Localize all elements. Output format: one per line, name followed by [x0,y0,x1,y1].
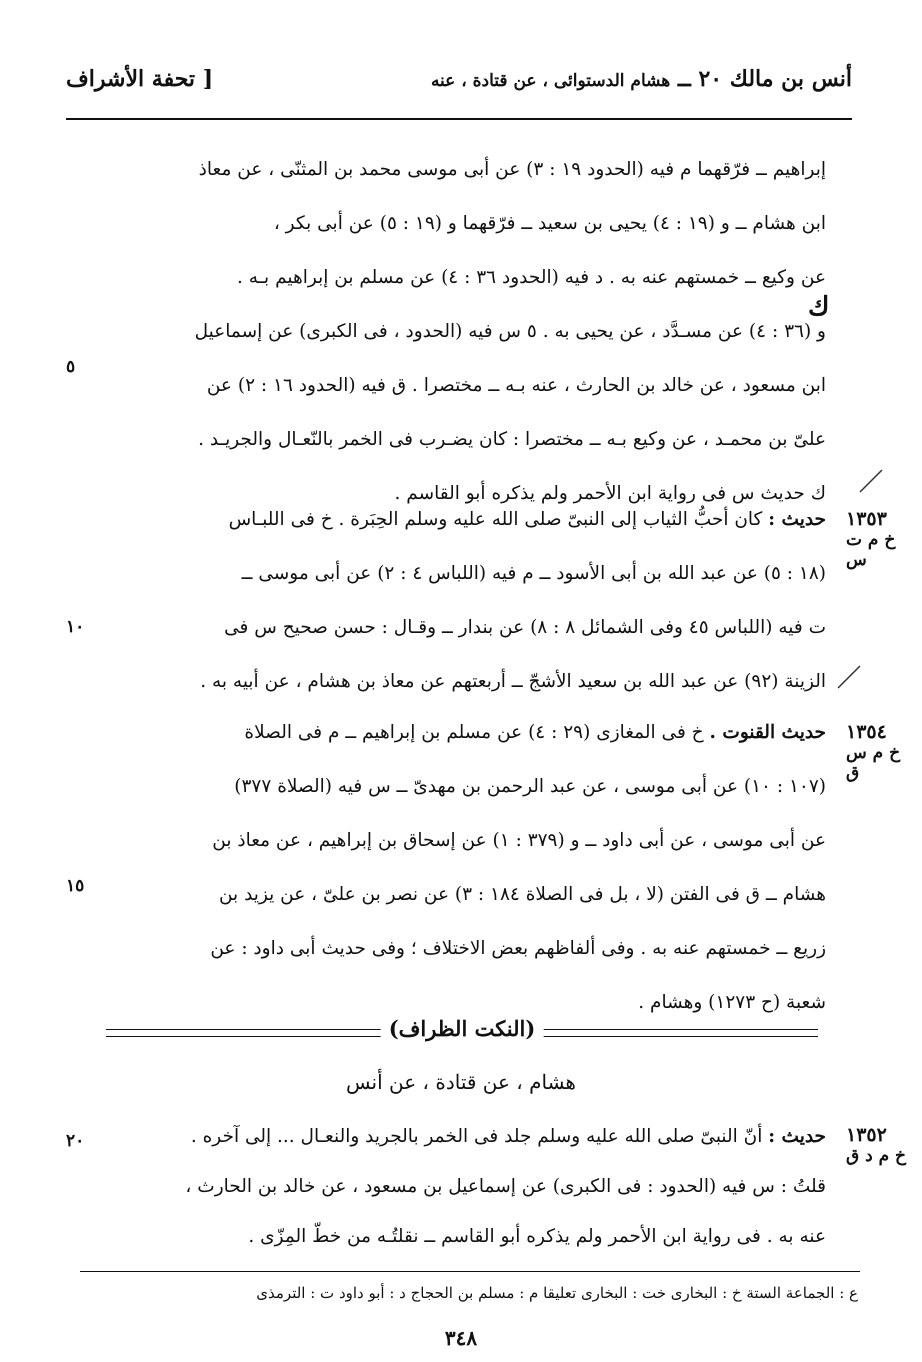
text-line: حديث : كان أحبُّ الثياب إلى النبىّ صلى الله عليه وسلم الحِبَرة . خ فى اللبـاس [228,509,826,530]
continuation-paragraph [126,143,826,521]
margin-slash-mark [858,468,884,494]
text-line: علىّ بن محمـد ، عن وكيع بـه ــ مختصرا : كان يضـرب فى الخمر بالنّعـال والجريـد . [198,429,826,450]
section-title-label: (النكت الظراف) [381,1016,544,1041]
running-title [431,66,852,92]
footer-rule [80,1271,860,1272]
abbreviation-key: ع : الجماعة الستة خ : البخارى خت : البخارى تعليقا م : مسلم بن الحجاج د : أبو داود ت : الترمذى [256,1284,858,1302]
hadith-number: ١٣٥٣ [846,508,887,530]
text-line: ت فيه (اللباس ٤٥ وفى الشمائل ٨ : ٨) عن بندار ــ وقـال : حسن صحيح س فى [224,617,826,638]
text-line: ﻙ حديث س فى رواية ابن الأحمر ولم يذكره أبو القاسم . [394,483,826,504]
text-line: ابن هشام ــ و (١٩ : ٤) يحيى بن سعيد ــ فرّقهما و (١٩ : ٥) عن أبى بكر ، [273,213,826,234]
section-subheading: هشام ، عن قتادة ، عن أنس [346,1070,576,1094]
text-line: هشام ــ ق فى الفتن (لا ، بل فى الصلاة ١٨٤ : ٣) عن نصر بن علىّ ، عن يزيد بن [218,884,826,905]
hadith-sigla: خ م س ق [846,743,901,783]
hadith-number: ١٣٥٤ [846,721,887,743]
line-number-15: ١٥ [66,876,85,896]
margin-slash-mark [836,664,862,690]
hadith-number-1352 [846,1124,916,1166]
text-line: (١٨ : ٥) عن عبد الله بن أبى الأسود ــ م فيه (اللباس ٤ : ٢) عن أبى موسى ــ [241,563,826,584]
text-line: زريع ــ خمستهم عنه به . وفى ألفاظهم بعض الاختلاف ؛ وفى حديث أبى داود : عن [210,938,826,959]
entry-lead: حديث : [768,1126,826,1147]
text-line: حديث : أنّ النبىّ صلى الله عليه وسلم جلد فى الخمر بالجريد والنعـال ... إلى آخره . [190,1126,826,1147]
text-line: حديث القنوت . خ فى المغازى (٢٩ : ٤) عن مسلم بن إبراهيم ــ م فى الصلاة [244,722,826,743]
running-title-sub: هشام الدستوائى ، عن قتادة ، عنه [430,71,671,91]
text-line: عن أبى موسى ، عن أبى داود ــ و (٣٧٩ : ١) عن إسحاق بن إبراهيم ، عن معاذ بن [212,830,826,851]
hadith-entry-1353 [126,493,826,709]
side-symbol: ﻙ [808,292,830,322]
text-line: ابن مسعود ، عن خالد بن الحارث ، عنه بـه ــ مختصرا . ق فيه (الحدود ١٦ : ٢) عن [206,375,826,396]
text-line: و (٣٦ : ٤) عن مسـدَّد ، عن يحيى به . ٥ س فيه (الحدود ، فى الكبرى) عن إسماعيل [194,321,826,342]
nukat-entry-1352 [126,1112,826,1262]
line-number-20: ٢٠ [66,1131,85,1151]
text-line: عنه به . فى رواية ابن الأحمر ولم يذكره أبو القاسم ــ نقلتُـه من خطّ المِزّى . [248,1226,826,1247]
side-symbol: ﻙ [810,483,826,504]
text-line: قلتُ : س فيه (الحدود : فى الكبرى) عن إسماعيل بن مسعود ، عن خالد بن الحارث ، [185,1176,826,1197]
running-title-main: أنس بن مالك ٢٠ ــ [677,66,852,92]
text-line: عن وكيع ــ خمستهم عنه به . د فيه (الحدود ٣٦ : ٤) عن مسلم بن إبراهيم بـه . [236,267,826,288]
text-line: إبراهيم ــ فرّقهما م فيه (الحدود ١٩ : ٣) عن أبى موسى محمد بن المثنّى ، عن معاذ [198,159,826,180]
hadith-number: ١٣٥٢ [846,1124,887,1146]
page-number: ٣٤٨ [444,1326,478,1350]
text-line: (١٠٧ : ١٠) عن أبى موسى ، عن عبد الرحمن بن مهدىّ ــ س فيه (الصلاة ٣٧٧) [234,776,826,797]
header-rule [66,118,852,120]
running-header [66,66,852,110]
line-number-5: ٥ [66,357,76,377]
hadith-sigla: خ م د ق [846,1146,907,1166]
line-number-10: ١٠ [66,617,85,637]
text-line: الزينة (٩٢) عن عبد الله بن سعيد الأشجّ ــ أربعتهم عن معاذ بن هشام ، عن أبيه به . [200,671,826,692]
text-line: شعبة (ح ١٢٧٣) وهشام . [638,992,826,1013]
hadith-number-1353 [846,508,916,570]
hadith-sigla: خ م ت س [846,530,896,570]
hadith-entry-1354 [126,706,826,1030]
entry-lead: حديث : [768,509,826,530]
section-title [106,1016,818,1050]
hadith-number-1354 [846,721,916,783]
entry-lead: حديث القنوت . [709,722,826,743]
book-title: [ تحفة الأشراف [66,66,214,92]
